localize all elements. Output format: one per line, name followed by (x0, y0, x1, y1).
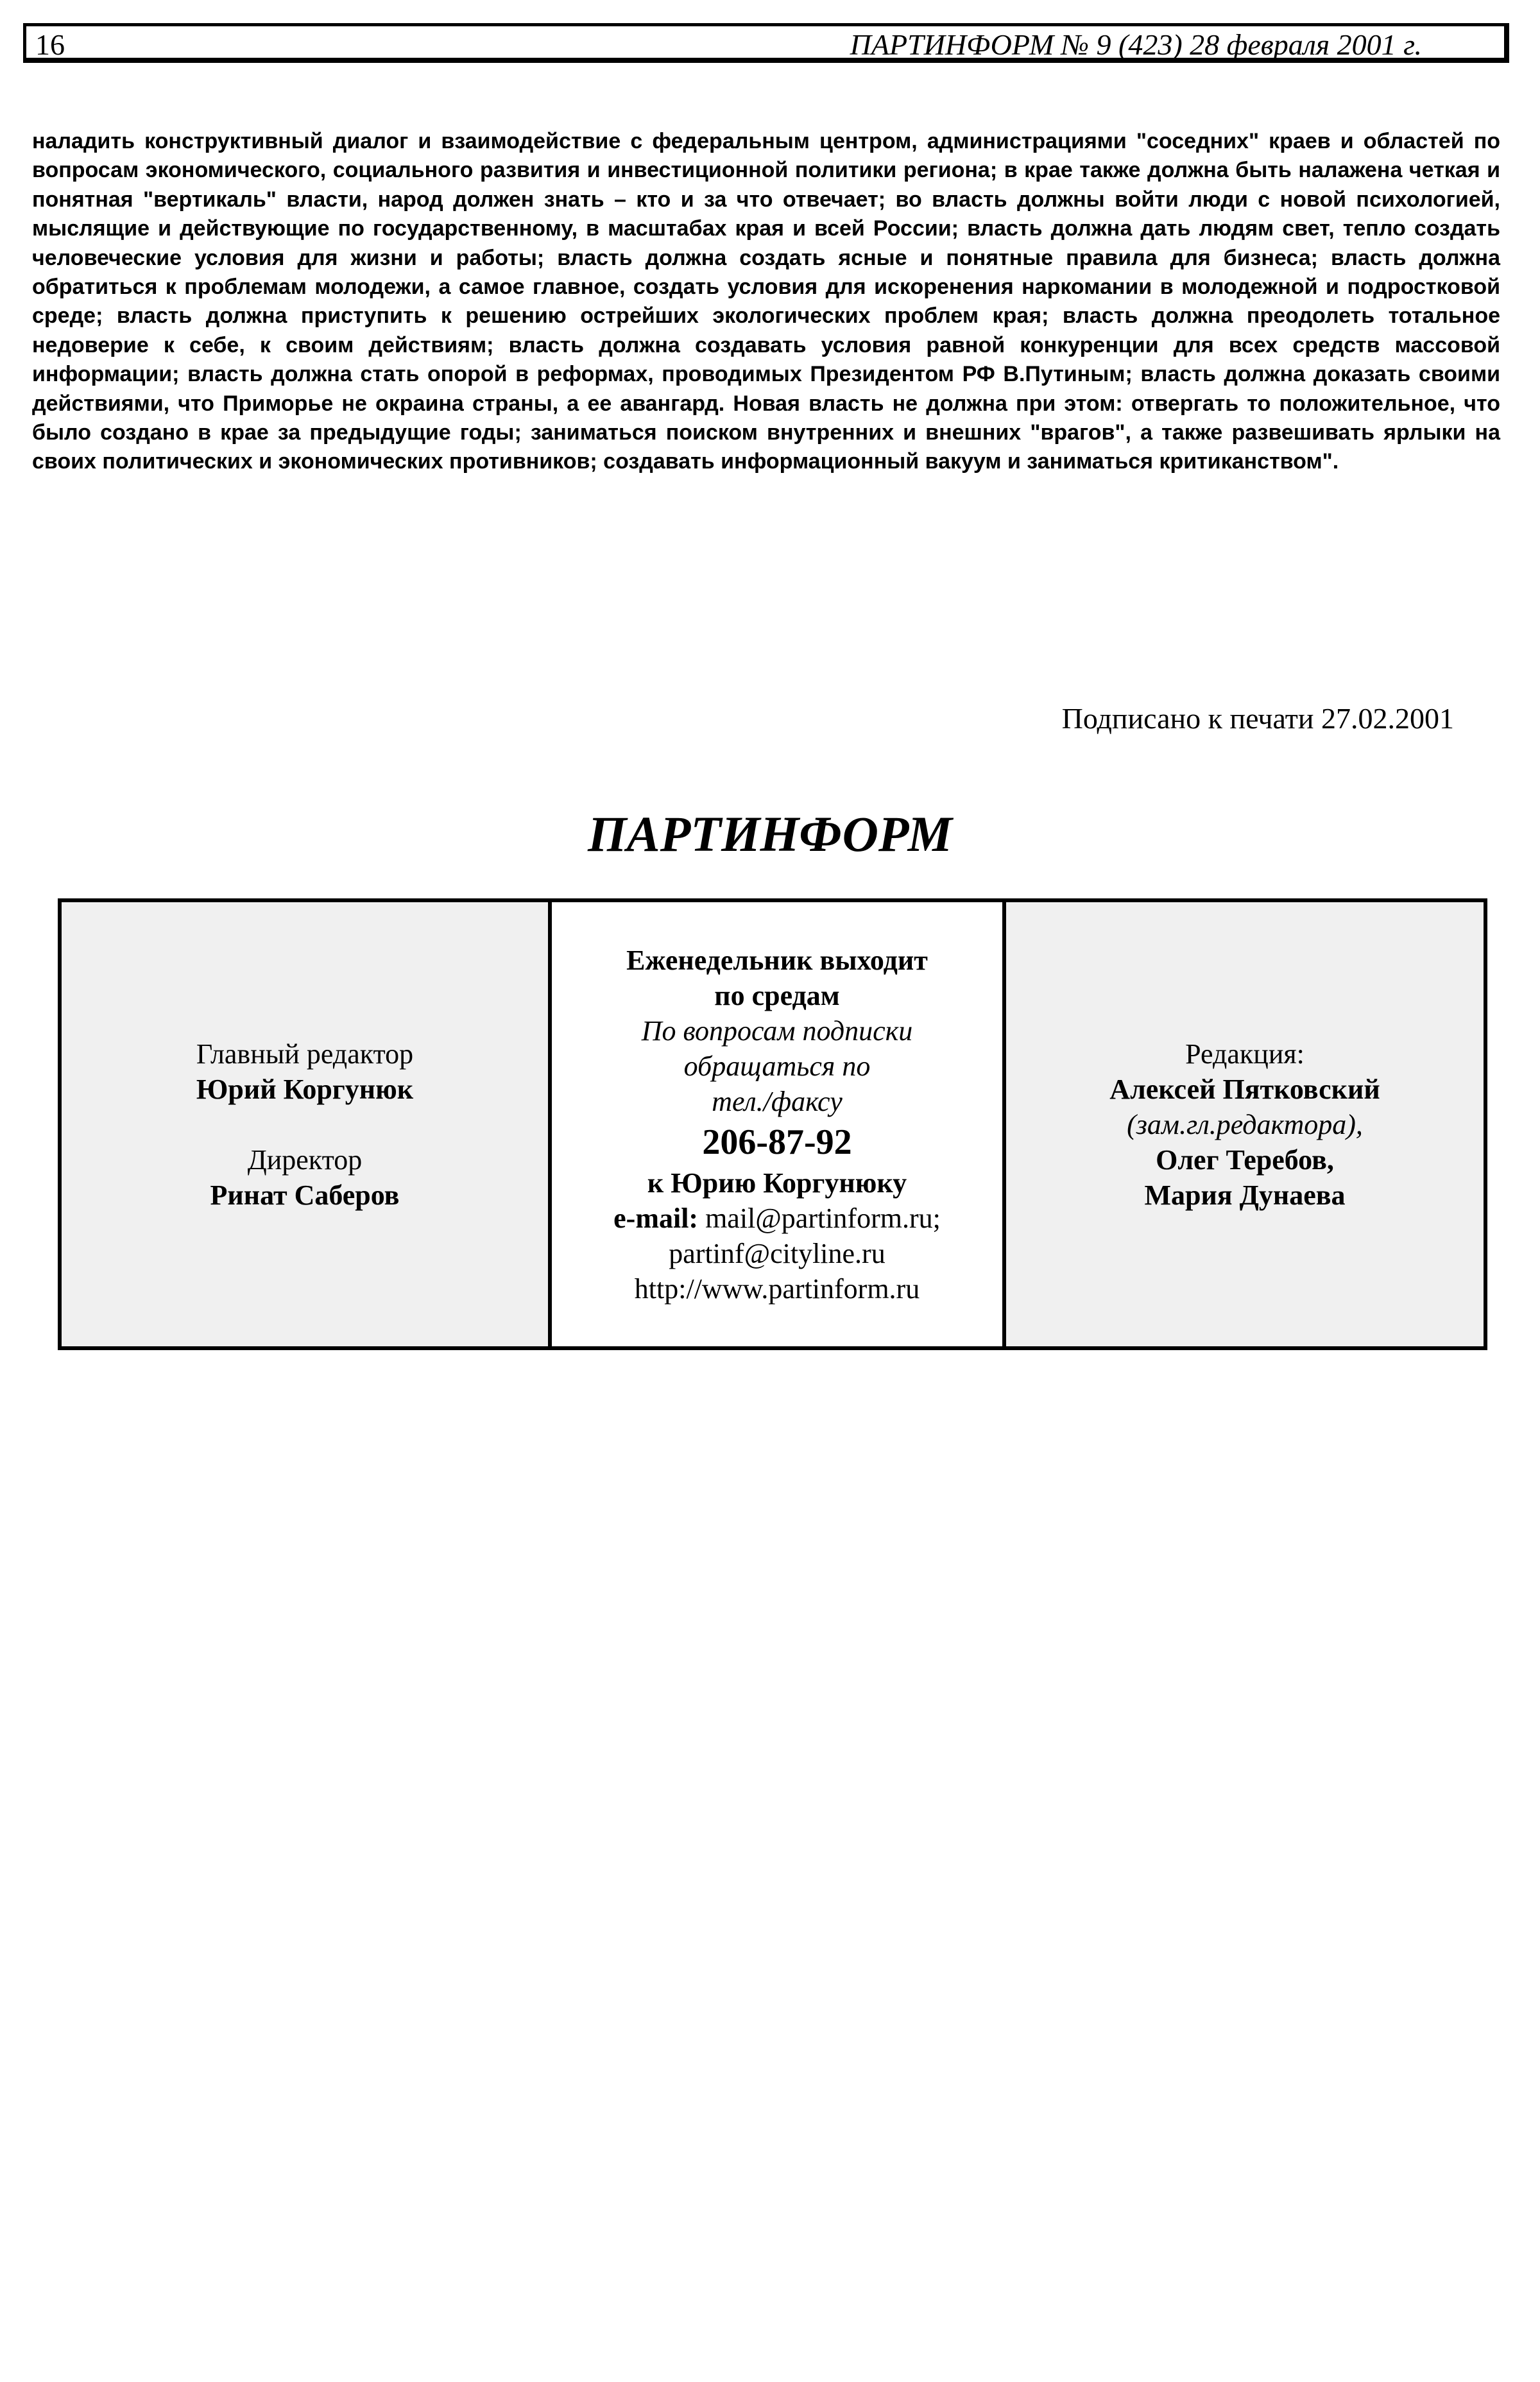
contact-person: к Юрию Коргунюку (647, 1167, 907, 1199)
imprint-contact-cell (552, 902, 1006, 1346)
page-number: 16 (35, 28, 65, 61)
director-name: Ринат Саберов (210, 1179, 400, 1211)
editor-name: Юрий Коргунюк (196, 1073, 414, 1105)
page-header (23, 23, 1509, 63)
subscription-line-3: тел./факсу (712, 1085, 843, 1117)
imprint-staff-cell (62, 902, 552, 1346)
editorial-member-1-role: (зам.гл.редактора), (1127, 1108, 1363, 1140)
phone-number: 206-87-92 (702, 1122, 852, 1162)
subscription-line-2: обращаться по (683, 1050, 871, 1082)
article-paragraph: наладить конструктивный диалог и взаимодействие с федеральным центром, администрациями "соседних" краев и областей по вопросам экономического, социального развития и инвестиционной политики региона; в крае также должна быть налажена четкая и понятная "вертикаль" власти, народ должен знать – кто и за что отвечает; во власть должны войти люди с новой психологией, мыслящие и действующие по государственному, в масштабах края и всей России; власть должна дать людям свет, тепло создать человеческие условия для жизни и работы; власть должна создать ясные и понятные правила для бизнеса; власть должна обратиться к проблемам молодежи, а самое главное, создать условия для искоренения наркомании в молодежной и подростковой среде; власть должна приступить к решению острейших экологических проблем края; власть должна преодолеть тотальное недоверие к себе, к своим действиям; власть должна создавать условия равной конкуренции для всех средств массовой информации; власть должна стать опорой в реформах, проводимых Президентом РФ В.Путиным; власть должна доказать своими действиями, что Приморье не окраина страны, а ее авангард. Новая власть не должна при этом: отвергать то положительное, что было создано в крае за предыдущие годы; заниматься поиском внутренних и внешних "врагов", а также развешивать ярлыки на своих политических и экономических противников; создавать информационный вакуум и заниматься критиканством". (32, 129, 1500, 474)
editorial-member-3: Мария Дунаева (1144, 1179, 1346, 1211)
director-label: Директор (247, 1144, 363, 1176)
website-link[interactable]: http://www.partinform.ru (634, 1272, 920, 1305)
running-title: ПАРТИНФОРМ № 9 (423) 28 февраля 2001 г. (850, 28, 1422, 61)
masthead-title: ПАРТИНФОРМ (588, 806, 952, 862)
editorial-member-2: Олег Теребов, (1156, 1144, 1334, 1176)
imprint-table (58, 898, 1487, 1350)
schedule-line-2: по средам (714, 979, 840, 1011)
email-address-1[interactable]: mail@partinform.ru; (705, 1202, 941, 1234)
editorial-member-1: Алексей Пятковский (1109, 1073, 1380, 1105)
email-label: e-mail: (613, 1202, 699, 1234)
editor-label: Главный редактор (196, 1038, 414, 1070)
editorial-label: Редакция: (1185, 1038, 1305, 1070)
signed-to-print: Подписано к печати 27.02.2001 (1061, 702, 1454, 735)
email-line (613, 1201, 941, 1236)
schedule-line-1: Еженедельник выходит (626, 944, 928, 976)
imprint-editorial-cell (1006, 902, 1484, 1346)
email-address-2[interactable]: partinf@cityline.ru (669, 1237, 886, 1269)
subscription-line-1: По вопросам подписки (641, 1015, 913, 1047)
